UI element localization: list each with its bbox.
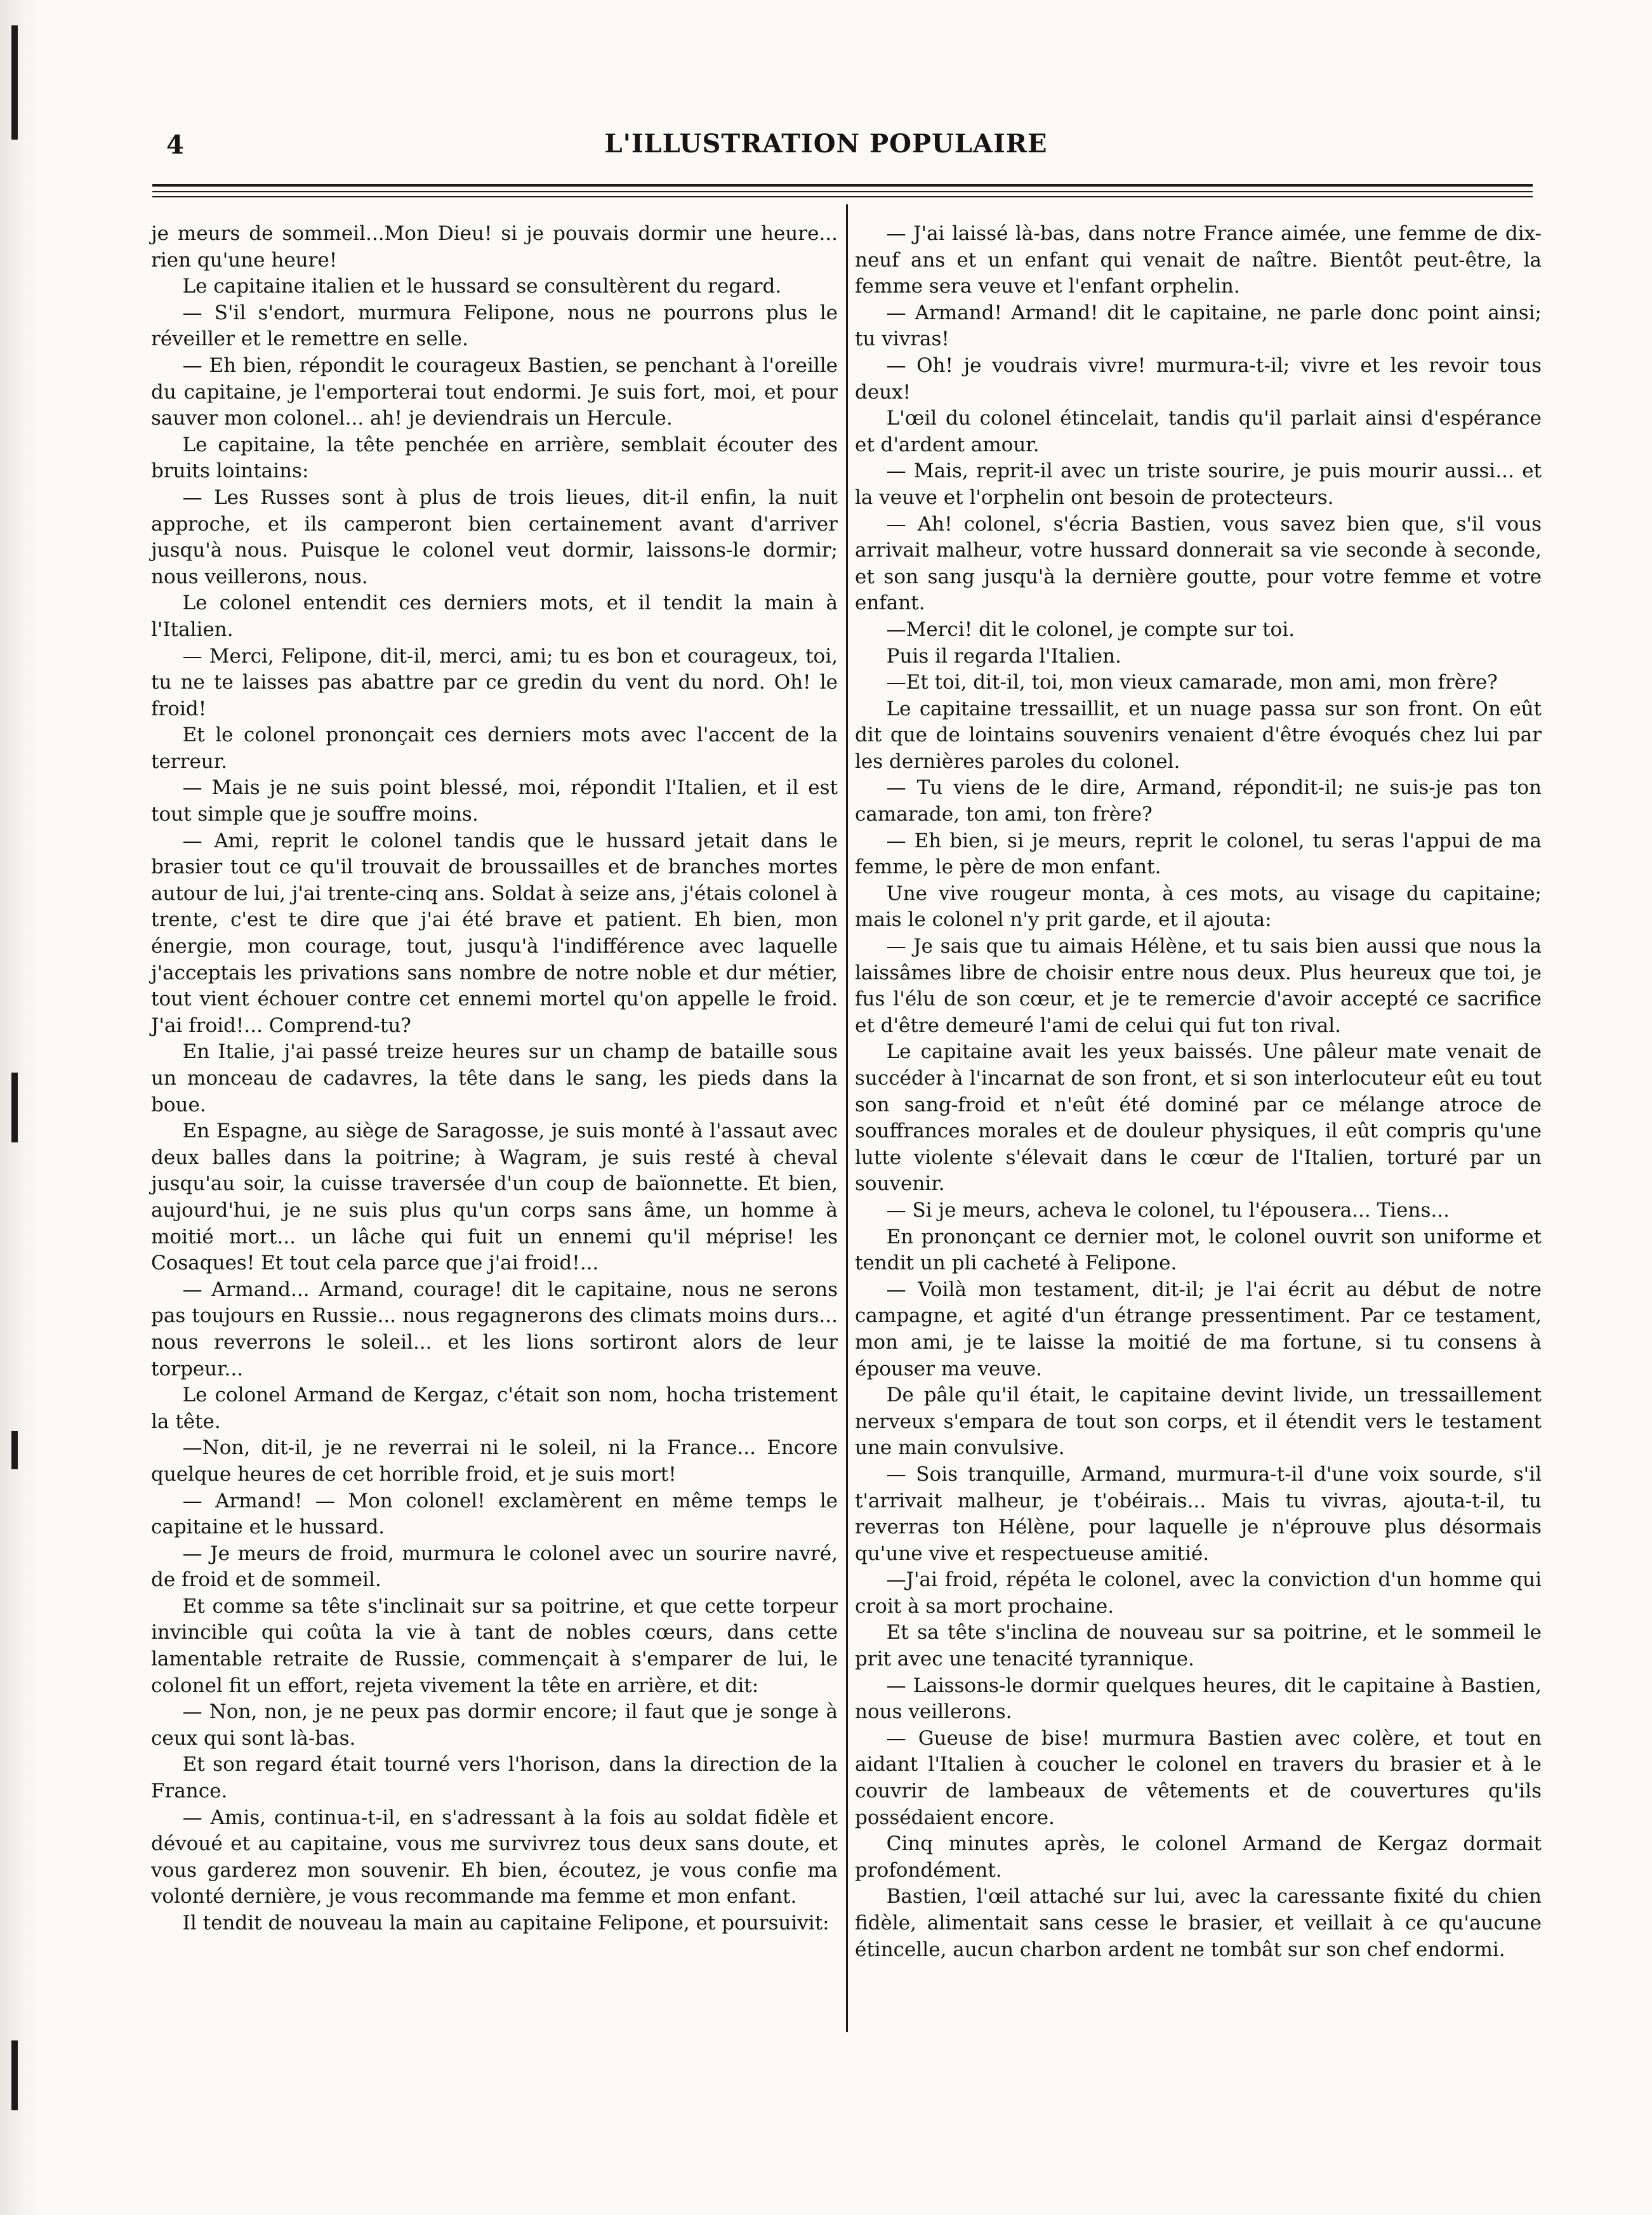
paragraph: —Et toi, dit-il, toi, mon vieux camarade, mon ami, mon frère?	[886, 671, 1498, 694]
paragraph: — Eh bien, si je meurs, reprit le colonel, tu seras l'appui de ma femme, le père de mon enfant.	[855, 829, 1542, 879]
header-rule-thin	[152, 191, 1533, 192]
paragraph: Et sa tête s'inclina de nouveau sur sa poitrine, et le sommeil le prit avec une tenacité tyrannique.	[855, 1621, 1542, 1671]
paragraph: — Voilà mon testament, dit-il; je l'ai écrit au début de notre campagne, et agité d'un étrange pressentiment. Par ce testament, mon ami, je te laisse la moitié de ma fortune, si tu consens à épouser ma veuve.	[855, 1278, 1542, 1380]
paragraph: —Non, dit-il, je ne reverrai ni le soleil, ni la France... Encore quelque heures de cet horrible froid, et je suis mort!	[151, 1436, 838, 1486]
text-column-right	[855, 221, 1542, 1963]
paragraph: Et le colonel prononçait ces derniers mots avec l'accent de la terreur.	[151, 724, 838, 773]
paragraph: Bastien, l'œil attaché sur lui, avec la caressante fixité du chien fidèle, alimentait sans cesse le brasier, et veillait à ce qu'aucune étincelle, aucun charbon ardent ne tombât sur son chef endormi.	[855, 1885, 1542, 1961]
paragraph: — Amis, continua-t-il, en s'adressant à la fois au soldat fidèle et dévoué et au capitaine, vous me survivrez tous deux sans doute, et vous garderez mon souvenir. Eh bien, écoutez, je vous confie ma volonté dernière, je vous recommande ma femme et mon enfant.	[151, 1806, 838, 1908]
paragraph: Le capitaine italien et le hussard se consultèrent du regard.	[182, 275, 782, 298]
text-column-left	[151, 221, 838, 1937]
paragraph: —Merci! dit le colonel, je compte sur toi.	[886, 618, 1295, 641]
paragraph: Le colonel Armand de Kergaz, c'était son nom, hocha tristement la tête.	[151, 1384, 838, 1433]
paragraph: — Les Russes sont à plus de trois lieues, dit-il enfin, la nuit approche, et ils camperont bien certainement avant d'arriver jusqu'à nous. Puisque le colonel veut dormir, laissons-le dormir; nous veillerons, nous.	[151, 486, 838, 588]
paragraph: — S'il s'endort, murmura Felipone, nous ne pourrons plus le réveiller et le remettre en selle.	[151, 301, 838, 351]
paragraph: L'œil du colonel étincelait, tandis qu'il parlait ainsi d'espérance et d'ardent amour.	[855, 407, 1542, 456]
paragraph: En Espagne, au siège de Saragosse, je suis monté à l'assaut avec deux balles dans la poitrine; à Wagram, je suis resté à cheval jusqu'au soir, la cuisse traversée d'un coup de baïonnette. Et bien, aujourd'hui, je ne suis plus qu'un corps sans âme, un homme à moitié mort... un lâche qui fuit un ennemi qu'il méprise! les Cosaques! Et tout cela parce que j'ai froid!...	[151, 1120, 838, 1275]
paragraph: Le capitaine, la tête penchée en arrière, semblait écouter des bruits lointains:	[151, 433, 838, 483]
running-title: L'ILLUSTRATION POPULAIRE	[604, 129, 1048, 159]
paragraph: — Mais je ne suis point blessé, moi, répondit l'Italien, et il est tout simple que je souffre moins.	[151, 776, 838, 826]
paragraph: — Non, non, je ne peux pas dormir encore; il faut que je songe à ceux qui sont là-bas.	[151, 1700, 838, 1750]
paragraph: — Gueuse de bise! murmura Bastien avec colère, et tout en aidant l'Italien à coucher le colonel en travers du brasier et à le couvrir de lambeaux de vêtements et de couvertures qu'ils possédaient encore.	[855, 1726, 1542, 1829]
page-number: 4	[166, 130, 184, 160]
paragraph: Et comme sa tête s'inclinait sur sa poitrine, et que cette torpeur invincible qui coûta la vie à tant de nobles cœurs, dans cette lamentable retraite de Russie, commençait à s'emparer de lui, le colonel fit un effort, rejeta vivement la tête en arrière, et dit:	[151, 1594, 838, 1697]
paragraph: — J'ai laissé là-bas, dans notre France aimée, une femme de dix-neuf ans et un enfant qui venait de naître. Bientôt peut-être, la femme sera veuve et l'enfant orphelin.	[855, 222, 1542, 298]
paragraph: — Mais, reprit-il avec un triste sourire, je puis mourir aussi... et la veuve et l'orphelin ont besoin de protecteurs.	[855, 460, 1542, 509]
paragraph: Le capitaine avait les yeux baissés. Une pâleur mate venait de succéder à l'incarnat de son front, et si son interlocuteur eût eu tout son sang-froid et n'eût été dominé par ce mélange atroce de souffrances morales et de douleur physiques, il eût compris qu'une lutte violente s'élevait dans le cœur de l'Italien, torturé par un souvenir.	[855, 1040, 1542, 1196]
paragraph: En prononçant ce dernier mot, le colonel ouvrit son uniforme et tendit un pli cacheté à Felipone.	[855, 1225, 1542, 1275]
paragraph: Il tendit de nouveau la main au capitaine Felipone, et poursuivit:	[182, 1912, 829, 1934]
binding-scan-mark	[11, 1073, 18, 1142]
paragraph: — Armand! — Mon colonel! exclamèrent en même temps le capitaine et le hussard.	[151, 1489, 838, 1539]
paragraph: —J'ai froid, répéta le colonel, avec la conviction d'un homme qui croit à sa mort prochaine.	[855, 1568, 1542, 1618]
paragraph: — Armand... Armand, courage! dit le capitaine, nous ne serons pas toujours en Russie... nous regagnerons des climats moins durs... nous reverrons le soleil... et les lions sortiront alors de leur torpeur...	[151, 1278, 838, 1380]
paragraph: — Ami, reprit le colonel tandis que le hussard jetait dans le brasier tout ce qu'il trouvait de broussailles et de branches mortes autour de lui, j'ai trente-cinq ans. Soldat à seize ans, j'étais colonel à trente, c'est te dire que j'ai été brave et patient. Eh bien, mon énergie, mon courage, tout, jusqu'à l'indifférence avec laquelle j'acceptais les privations sans nombre de notre noble et dur métier, tout vient échouer contre cet ennemi mortel qu'on appelle le froid. J'ai froid!... Comprend-tu?	[151, 829, 838, 1037]
paragraph: — Tu viens de le dire, Armand, répondit-il; ne suis-je pas ton camarade, ton ami, ton frère?	[855, 776, 1542, 826]
page-binding-edge	[0, 0, 44, 2215]
paragraph: En Italie, j'ai passé treize heures sur un champ de bataille sous un monceau de cadavres, la tête dans le sang, les pieds dans la boue.	[151, 1040, 838, 1116]
paragraph: — Armand! Armand! dit le capitaine, ne parle donc point ainsi; tu vivras!	[855, 301, 1542, 351]
paragraph: — Ah! colonel, s'écria Bastien, vous savez bien que, s'il vous arrivait malheur, votre hussard donnerait sa vie seconde à seconde, et son sang jusqu'à la dernière goutte, pour votre femme et votre enfant.	[855, 512, 1542, 615]
binding-scan-mark	[11, 2040, 18, 2110]
paragraph: De pâle qu'il était, le capitaine devint livide, un tressaillement nerveux s'empara de tout son corps, et il étendit vers le testament une main convulsive.	[855, 1384, 1542, 1460]
paragraph: — Eh bien, répondit le courageux Bastien, se penchant à l'oreille du capitaine, je l'emporterai tout endormi. Je suis fort, moi, et pour sauver mon colonel... ah! je deviendrais un Hercule.	[151, 354, 838, 430]
binding-scan-mark	[11, 1431, 18, 1469]
paragraph: — Sois tranquille, Armand, murmura-t-il d'une voix sourde, s'il t'arrivait malheur, je t'obéirais... Mais tu vivras, ajouta-t-il, tu reverras ton Hélène, pour laquelle je n'éprouve plus désormais qu'une vive et respectueuse amitié.	[855, 1462, 1542, 1565]
paragraph: Une vive rougeur monta, à ces mots, au visage du capitaine; mais le colonel n'y prit garde, et il ajouta:	[855, 882, 1542, 932]
paragraph: Le capitaine tressaillit, et un nuage passa sur son front. On eût dit que de lointains souvenirs venaient d'être évoqués chez lui par les dernières paroles du colonel.	[855, 697, 1542, 773]
paragraph: — Merci, Felipone, dit-il, merci, ami; tu es bon et courageux, toi, tu ne te laisses pas abattre par ce gredin du vent du nord. Oh! le froid!	[151, 644, 838, 720]
header-rule-thin	[152, 196, 1533, 197]
paragraph: Et son regard était tourné vers l'horison, dans la direction de la France.	[151, 1753, 838, 1803]
column-divider	[846, 204, 848, 2032]
paragraph: — Si je meurs, acheva le colonel, tu l'épousera... Tiens...	[886, 1198, 1450, 1222]
binding-scan-mark	[11, 25, 18, 140]
paragraph: — Je sais que tu aimais Hélène, et tu sais bien aussi que nous la laissâmes libre de choisir entre nous deux. Plus heureux que toi, je fus l'élu de son cœur, et je te remercie d'avoir accepté ce sacrifice et d'être demeuré l'ami de celui qui fut ton rival.	[855, 935, 1542, 1037]
paragraph: je meurs de sommeil...Mon Dieu! si je pouvais dormir une heure... rien qu'une heure!	[151, 222, 838, 272]
header-rule-thick	[152, 184, 1533, 187]
paragraph: — Laissons-le dormir quelques heures, dit le capitaine à Bastien, nous veillerons.	[855, 1674, 1542, 1724]
paragraph: Puis il regarda l'Italien.	[886, 644, 1121, 668]
paragraph: Cinq minutes après, le colonel Armand de Kergaz dormait profondément.	[855, 1832, 1542, 1882]
paragraph: — Je meurs de froid, murmura le colonel avec un sourire navré, de froid et de sommeil.	[151, 1542, 838, 1592]
paragraph: Le colonel entendit ces derniers mots, et il tendit la main à l'Italien.	[151, 592, 838, 641]
paragraph: — Oh! je voudrais vivre! murmura-t-il; vivre et les revoir tous deux!	[855, 354, 1542, 404]
